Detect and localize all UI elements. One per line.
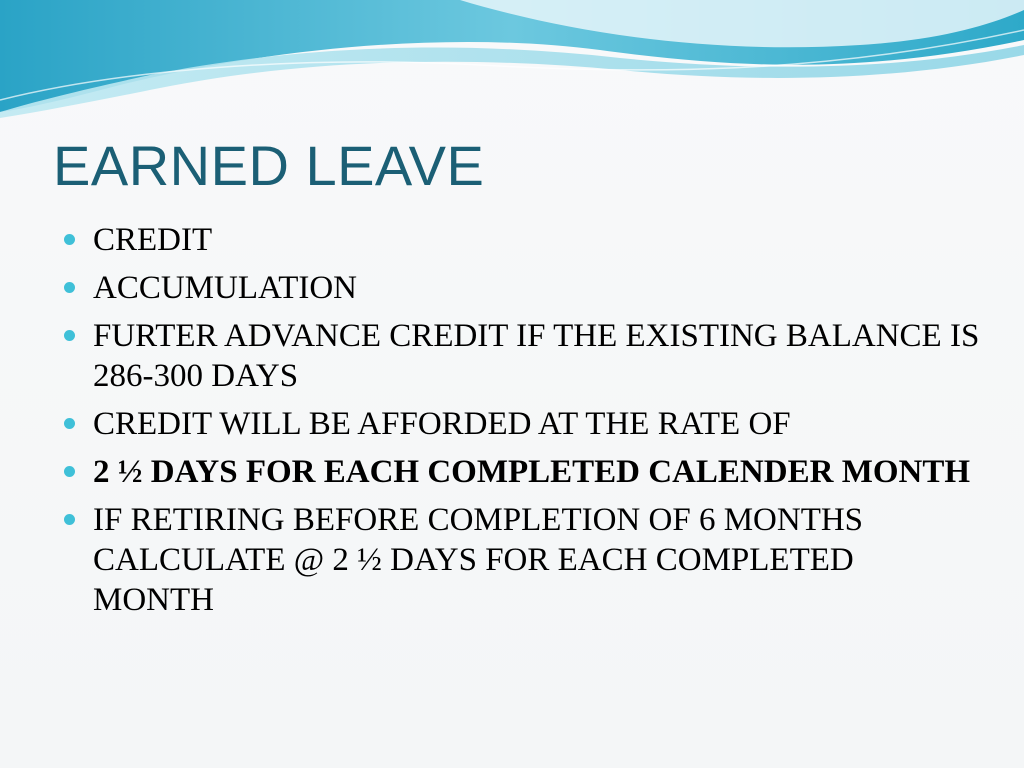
bullet-text: IF RETIRING BEFORE COMPLETION OF 6 MONTHS CALCULATE @ 2 ½ DAYS FOR EACH COMPLETED MONTH [93, 502, 864, 618]
bullet-dot-icon [64, 466, 75, 477]
bullet-text: CREDIT [93, 222, 213, 258]
bullet-dot-icon [64, 514, 75, 525]
bullet-item [62, 220, 982, 260]
bullet-dot-icon [64, 418, 75, 429]
bullet-item-emphasis [62, 452, 982, 492]
bullet-text: CREDIT WILL BE AFFORDED AT THE RATE OF [93, 406, 791, 442]
header-wave-decoration [0, 0, 1024, 130]
bullet-text: 2 ½ DAYS FOR EACH COMPLETED CALENDER MONTH [93, 454, 971, 490]
bullet-item [62, 268, 982, 308]
bullet-dot-icon [64, 330, 75, 341]
slide-title: EARNED LEAVE [53, 134, 485, 197]
bullet-item [62, 404, 982, 444]
bullet-text: ACCUMULATION [93, 270, 357, 306]
bullet-dot-icon [64, 282, 75, 293]
bullet-dot-icon [64, 234, 75, 245]
bullet-text: FURTER ADVANCE CREDIT IF THE EXISTING BALANCE IS 286-300 DAYS [93, 318, 980, 394]
bullet-item [62, 500, 982, 620]
bullet-item [62, 316, 982, 396]
bullet-list [62, 220, 982, 628]
